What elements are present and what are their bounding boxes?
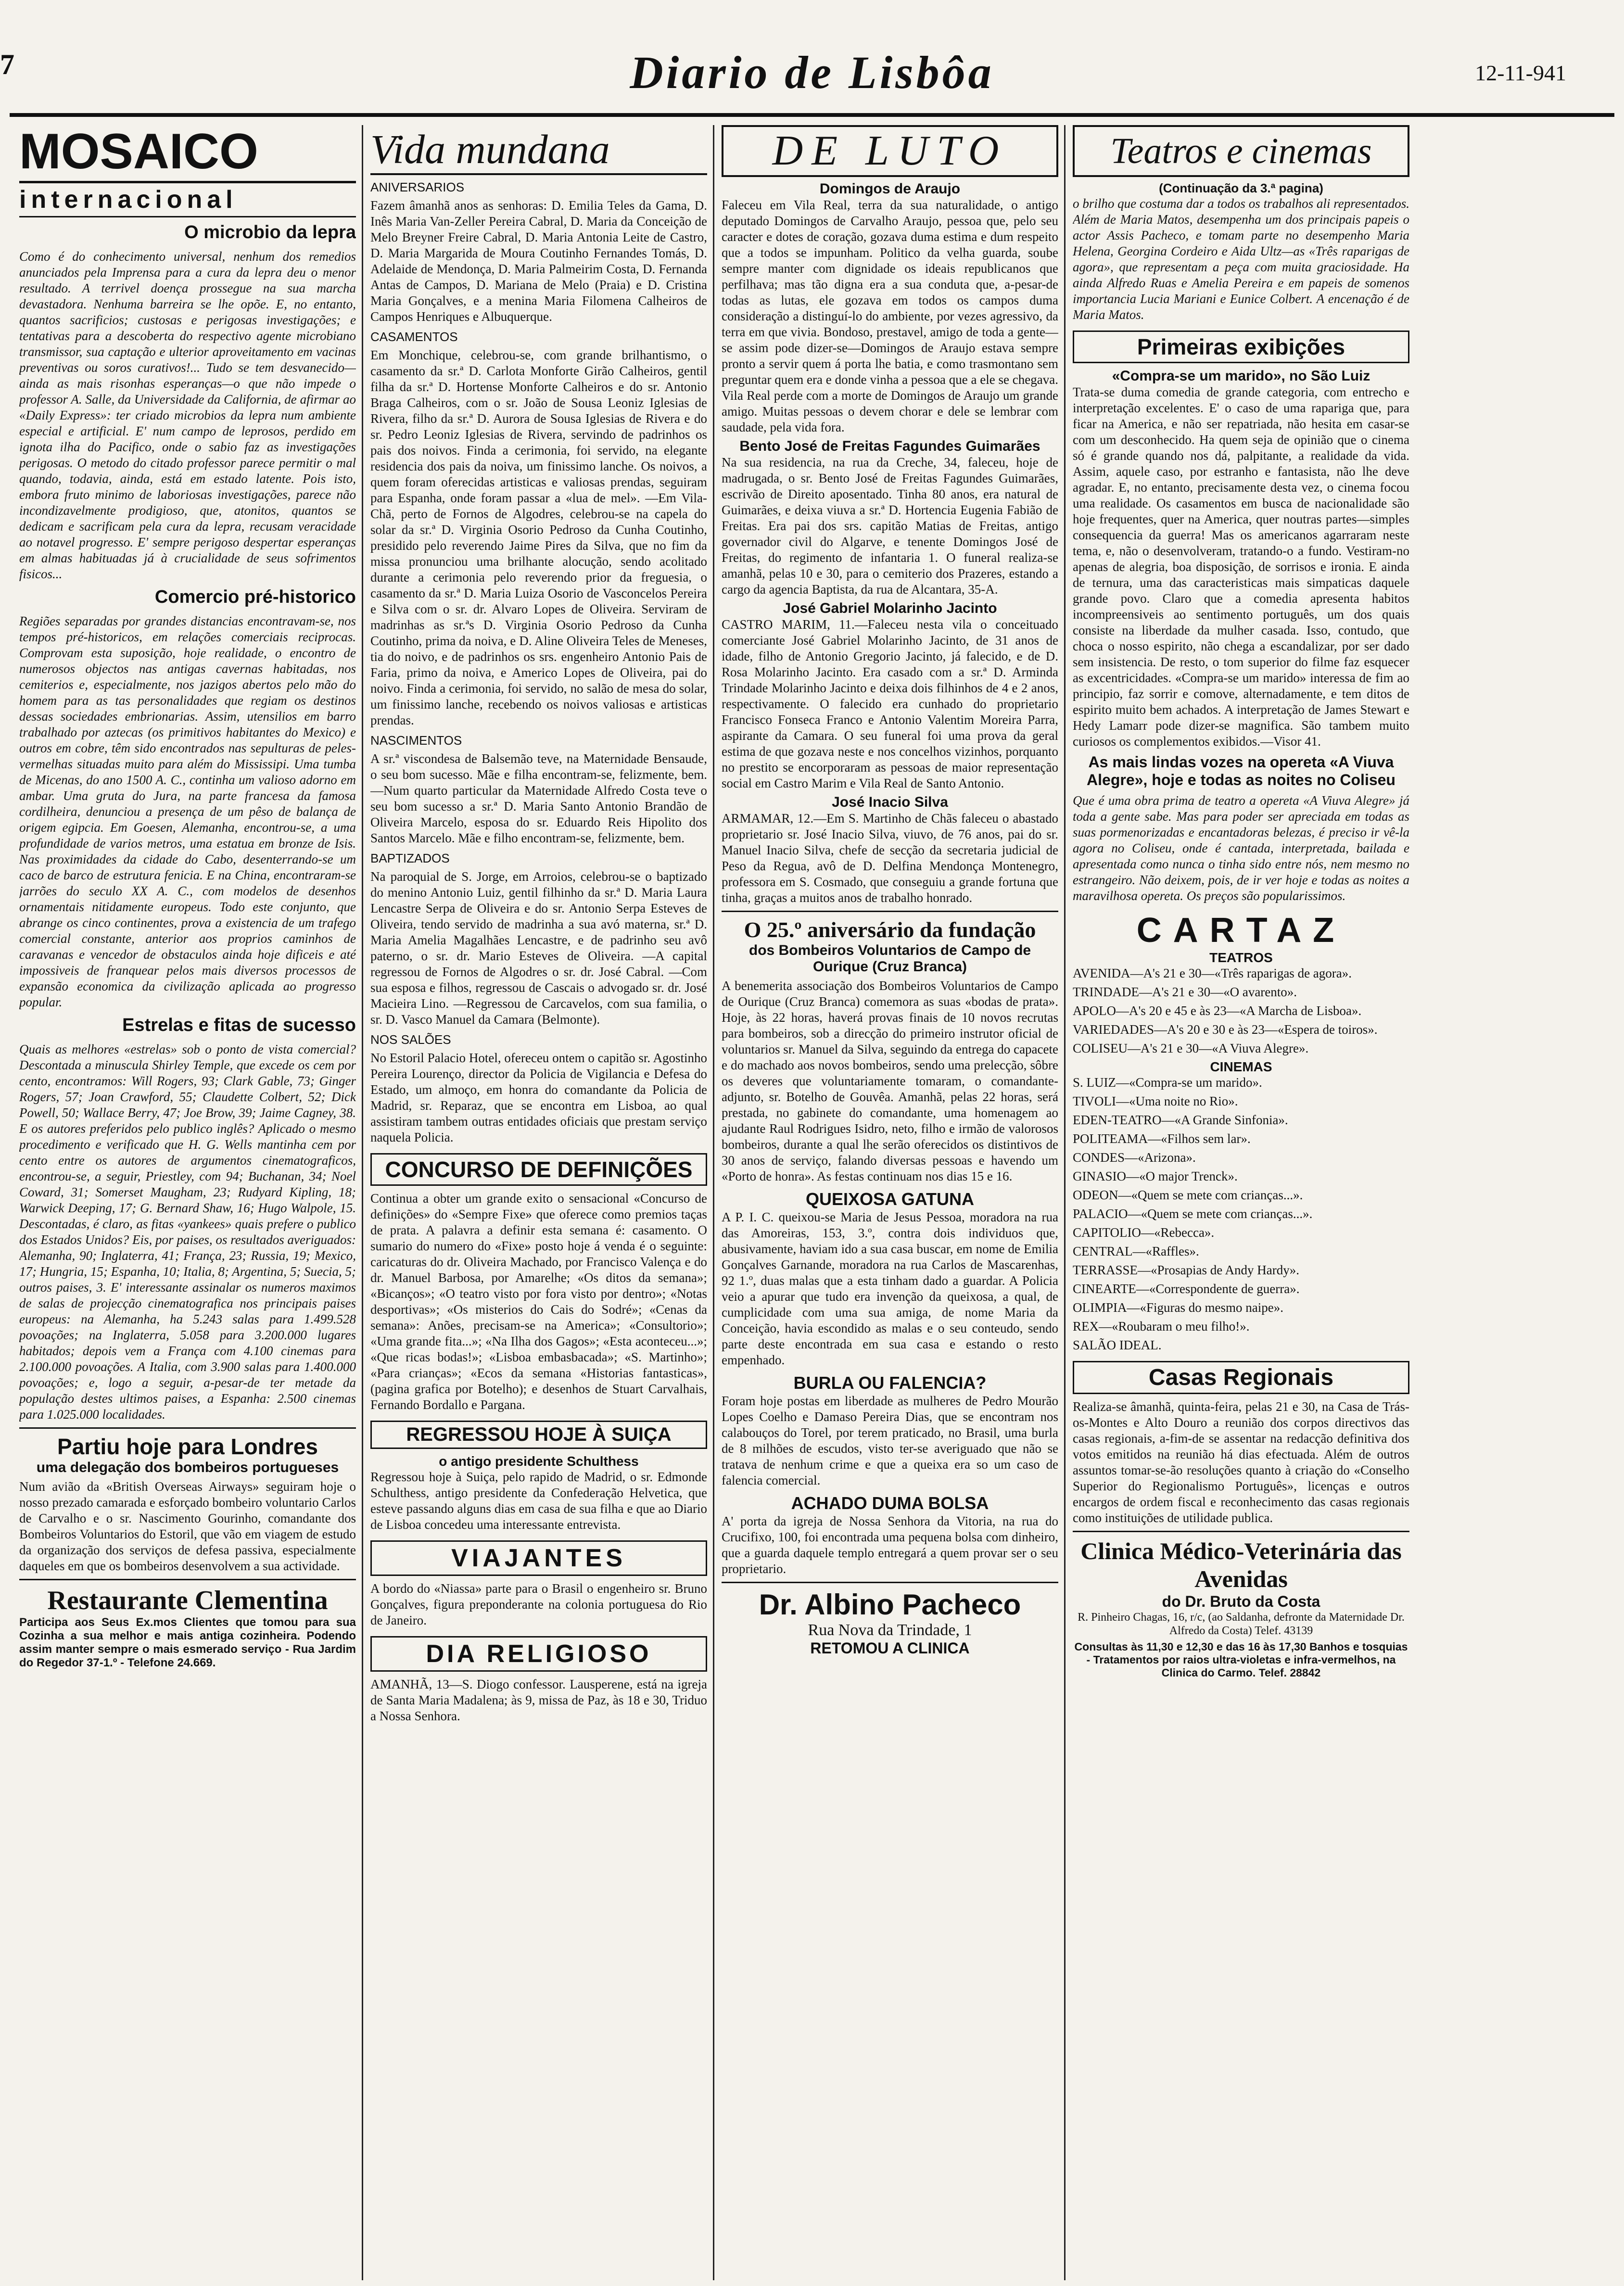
section-aniversarios: ANIVERSARIOS	[370, 180, 465, 194]
burla-title: BURLA OU FALENCIA?	[793, 1373, 987, 1393]
column-vida-mundana	[370, 125, 707, 1727]
column-divider	[1064, 125, 1066, 2280]
separator	[722, 911, 1058, 912]
article-head-lepra: O microbio da lepra	[184, 222, 356, 242]
vida-mundana-title: Vida mundana	[370, 125, 707, 175]
clinica-title: Clinica Médico-Veterinária das Avenidas	[1080, 1537, 1402, 1592]
burla-text: Foram hoje postas em liberdade as mulheres de Pedro Mourão Lopes Coelho e Damaso Pereira Dias, que se encontram nos calabouços do Torel, por terem praticado, no Brasil, uma burla de 8 milhões de escudos, visto ter-se averiguado que não se tratava de nenhum crime e que a queixa era so um caso de falencia comercial.	[722, 1394, 1058, 1487]
obituary-silva-text: ARMAMAR, 12.—Em S. Martinho de Chãs faleceu o abastado proprietario sr. José Inacio Silva, viuvo, de 76 anos, pai do sr. Manuel Inacio Silva, chefe de secção da secretaria judicial de Peso da Regua, avô de D. Delfina Mendonça Montenegro, professora em S. Cosmado, que conseguiu a grande fortuna que tinha, graças a muitos anos de trabalho honrado.	[722, 811, 1058, 905]
cinemas-list-item: CINEARTE—«Correspondente de guerra».	[1073, 1282, 1300, 1296]
newspaper-title: Diario de Lisbôa	[630, 47, 994, 98]
cinemas-list-item: OLIMPIA—«Figuras do mesmo naipe».	[1073, 1300, 1283, 1315]
viajantes-text: A bordo do «Niassa» parte para o Brasil o engenheiro sr. Bruno Gonçalves, figura preponderante na colonia portuguesa do Rio de Janeiro.	[370, 1581, 707, 1627]
section-casamentos: CASAMENTOS	[370, 330, 458, 344]
primeiras-exibicoes-text: Trata-se duma comedia de grande categoria, com entrecho e interpretação excelentes. E' o caso de uma rapariga que, para ficar na America, e não ser repatriada, não hesita em casar-se com um desconhecido. Ha quem seja de opinião que o cinema só é grande quando nos dá, palpitante, a realidade da vida. Assim, aquele caso, por estranho e fantasista, não lhe deve agradar. E, no entanto, precisamente desta vez, o cinema focou uma realidade. Os casamentos em busca de nacionalidade são hoje frequentes, quer na America, quer noutras partes—simples consequencia da guerra! Mas os americanos agarraram neste tema, e, não o desenvolveram, tratando-o a fundo. Vestiram-no apenas de alegria, boa disposição, de sorrisos e ironia. E ainda de ternura, uma das caracteristicas mais simpaticas daquele grande povo. Claro que a comedia apresenta habitos incompreensiveis ao sentimento português, um dos quais consiste na liberdade da mulher casada. Isso, contudo, que choca o nosso espirito, não chega a escandalizar, por ser dado sem insistencia. De resto, o tom superior do filme faz esquecer as excentricidades. «Compra-se um marido» interessa de fim ao principio, faz sorrir e comove, alternadamente, e tem ditos de espirito muito bem achados. A interpretação de James Stewart e Hedy Lamarr pode dizer-se magnifica. São tambem muito curiosos os complementos exibidos.—Visor 41.	[1073, 385, 1409, 749]
cinemas-list	[1073, 1075, 1409, 1353]
suica-subtitle: o antigo presidente Schulthess	[439, 1454, 639, 1469]
separator	[1073, 1531, 1409, 1532]
masthead	[0, 0, 1624, 120]
achado-text: A' porta da igreja de Nossa Senhora da Vitoria, na rua do Crucifixo, 100, foi encontrada uma pequena bolsa com dinheiro, que a guarda daquele templo entregará a quem provar ser o seu proprietario.	[722, 1514, 1058, 1576]
teatros-list-item: AVENIDA—A's 21 e 30—«Três raparigas de agora».	[1073, 966, 1352, 980]
column-de-luto	[722, 125, 1058, 1657]
section-nos-saloes: NOS SALÕES	[370, 1032, 451, 1047]
section-nascimentos: NASCIMENTOS	[370, 733, 462, 748]
cinemas-list-item: ODEON—«Quem se mete com crianças...».	[1073, 1188, 1303, 1202]
cinemas-list-item: GINASIO—«O major Trenck».	[1073, 1169, 1238, 1183]
viajantes-title: VIAJANTES	[370, 1540, 707, 1576]
suica-title: REGRESSOU HOJE À SUIÇA	[370, 1421, 707, 1449]
separator	[19, 1579, 356, 1580]
queixosa-title: QUEIXOSA GATUNA	[805, 1189, 974, 1209]
page-number: 7	[0, 49, 14, 80]
column-teatros	[1073, 125, 1409, 1682]
obituary-araujo-text: Faleceu em Vila Real, terra da sua naturalidade, o antigo deputado Domingos de Carvalho Araujo, pessoa que, pelo seu caracter e dotes de coração, gozava duma estima e dum respeito que a todos se impunham. Politico da velha guarda, soube sempre manter com dignidade os ideais republicanos que perfilhava; mas tão digna era a sua conduta que, a-pesar-de todas as lutas, ele gozava em todos os campos duma consideração a distinguí-lo do ambiente, por vezes agressivo, da terra em que vivia. Bondoso, prestavel, amigo de toda a gente—se assim pode dizer-se—Domingos de Araujo estava sempre pronto a servir quem á porta lhe batia, e como trasmontano sem preguntar quem era e donde vinha a pessoa que a ele se chegava. Vila Real perde com a morte de Domingos de Araujo um grande amigo. Muitas pessoas o devem chorar e dele se lembrar com saudade, pela vida fora.	[722, 198, 1058, 434]
queixosa-text: A P. I. C. queixou-se Maria de Jesus Pessoa, moradora na rua das Amoreiras, 153, 3.º, contra dois individuos que, abusivamente, haviam ido a sua casa buscar, em nome de Emilia Gonçalves Garnande, moradora na rua Carlos de Mascarenhas, 92 1.º, duas malas que a esta tinham dado a guardar. A Policia veio a apurar que tudo era invenção da queixosa, a qual, de cumplicidade com uma sua amiga, de nome Maria da Conceição, havia escondido as malas e o seu conteudo, sendo parte deste encontrada em sua casa e estando o resto empenhado.	[722, 1210, 1058, 1367]
ad-pacheco-title: Dr. Albino Pacheco	[759, 1588, 1021, 1621]
cinemas-label: CINEMAS	[1210, 1059, 1272, 1074]
cartaz-title: CARTAZ	[1136, 911, 1346, 950]
teatros-title: Teatros e cinemas	[1073, 125, 1409, 177]
clinica-address: R. Pinheiro Chagas, 16, r/c, (ao Saldanha, defronte da Maternidade Dr. Alfredo da Costa) Telef. 43139	[1078, 1611, 1405, 1637]
column-divider	[362, 125, 363, 2280]
nascimentos-text: A sr.ª viscondesa de Balsemão teve, na Maternidade Bensaude, o seu bom sucesso. Mãe e filha encontram-se, felizmente, bem. —Num quarto particular da Maternidade Alfredo Costa teve o seu bom sucesso a sr.ª D. Maria Santo Antonio Brandão de Oliveira Marcelo, esposa do sr. Eduardo Reis Hipolito dos Santos Marcelo. Mãe e filho encontram-se, felizmente, bem.	[370, 751, 707, 845]
bombeiros-title: O 25.º aniversário da fundação	[744, 917, 1036, 942]
viuva-alegre-text: Que é uma obra prima de teatro a opereta «A Viuva Alegre» já toda a gente sabe. Mas para poder ser apreciada em todas as suas pormenorizadas e encantadoras belezas, é preciso ir vê-la agora no Coliseu, onde é cantada, interpretada, bailada e apresentada como nunca o tinha sido entre nós, nem mesmo no estrangeiro. Não deixem, pois, de ir ver hoje e todas as noites a maravilhosa opereta. Os preços são popularissimos.	[1073, 793, 1409, 903]
separator	[19, 1427, 356, 1429]
nos-saloes-text: No Estoril Palacio Hotel, ofereceu ontem o capitão sr. Agostinho Pereira Lourenço, director da Policia de Vigilancia e Defesa do Estado, um almoço, em honra do comandante da Policia de Madrid, sr. Reparaz, que se encontra em Lisboa, ao qual assistiram tambem outras entidades oficiais que prestam serviço naquela Policia.	[370, 1051, 707, 1144]
suica-text: Regressou hoje à Suiça, pelo rapido de Madrid, o sr. Edmonde Schulthess, antigo presidente da Confederação Helvetica, que esteve passando alguns dias em casa de sua filha e que ao Diario de Lisboa concedeu uma interessante entrevista.	[370, 1470, 707, 1532]
article-comercio-text: Regiões separadas por grandes distancias encontravam-se, nos tempos pré-historicos, em relações comerciais reciprocas. Comprovam esta suposição, hoje realidade, o encontro de numerosos objectos nas antigas cavernas habitadas, nos cemiterios e, especialmente, nos jazigos abertos pelo mão do homem para as tas personalidades que regiam os destinos dessas sociedades embrionarias. Assim, utensilios em barro trabalhado por aztecas (os primitivos habitantes do Mexico) e outros em cobre, têm sido encontrados nas sepulturas de peles-vermelhas situadas muito para além do Mississipi. Uma tumba de Micenas, do ano 1500 A. C., continha um valioso adorno em ambar. Uma gruta do Jura, na parte francesa da famosa cordilheira, denunciou a presença de um pêso de balança de origem egipcia. Em Goesen, Alemanha, encontrou-se, a uma profundidade de varios metros, uma estatua em bronze de Isis. Nas proximidades da cidade do Cabo, desenterrando-se um caco de barco de estrutura fenicia. E na China, encontraram-se jarrões do seculo XX A. C., com modelos de desenhos ornamentais nitidamente europeus. Todo este conjunto, que abrange os cinco continentes, prova a existencia de um trafego comercial constante, anterior aos proprios caminhos de caravanas e vencedor de obstaculos ainda hoje dificeis e até impossiveis de franquear pelos mais diversos processos de expansão economica da civilização aplicada ao progresso popular.	[19, 614, 356, 1009]
dia-religioso-text: AMANHÃ, 13—S. Diogo confessor. Lausperene, está na igreja de Santa Maria Madalena; às 9, missa de Paz, às 18 e 30, Triduo a Nossa Senhora.	[370, 1677, 707, 1723]
article-head-comercio: Comercio pré-historico	[154, 587, 356, 607]
concurso-title: CONCURSO DE DEFINIÇÕES	[370, 1153, 707, 1186]
viuva-alegre-title: As mais lindas vozes na opereta «A Viuva Alegre», hoje e todas as noites no Coliseu	[1087, 753, 1396, 788]
obituary-guimaraes-text: Na sua residencia, na rua da Creche, 34, faleceu, hoje de madrugada, o sr. Bento José de Freitas Fagundes Guimarães, escrivão de Direito aposentado. Tinha 80 anos, era natural de Guimarães, e deixa viuva a sr.ª D. Hortencia Eugenia Fabião de Freitas. Era pai dos srs. capitão Matias de Freitas, antigo governador civil do Algarve, e tenente Domingos José de Freitas, do regimento de infantaria 1. O funeral realiza-se amanhã, pelas 10 e 30, para o cemiterio dos Prazeres, estando a cargo da agencia Baptista, da rua de Alcantara, 35-A.	[722, 455, 1058, 597]
article-head-estrelas: Estrelas e fitas de sucesso	[122, 1015, 356, 1035]
cinemas-list-item: S. LUIZ—«Compra-se um marido».	[1073, 1075, 1262, 1090]
teatros-intro-text: o brilho que costuma dar a todos os trabalhos ali representados. Além de Maria Matos, desempenha um dos principais papeis o actor Assis Pacheco, e tomam parte no desempenho Maria Helena, Georgina Cordeiro e Aida Ultz—as «Três raparigas de agora», que representam a peça com muita graciosidade. Ha ainda Alfredo Ruas e Amelia Pereira e em papeis de somenos importancia Lucia Mariani e Eunice Colbert. A encenação é de Maria Matos.	[1073, 196, 1409, 322]
primeiras-exibicoes-title: Primeiras exibições	[1073, 330, 1409, 363]
dia-religioso-title: DIA RELIGIOSO	[370, 1636, 707, 1672]
obituary-head-guimaraes: Bento José de Freitas Fagundes Guimarães	[739, 438, 1040, 454]
bombeiros-subtitle: dos Bombeiros Voluntarios de Campo de Ourique (Cruz Branca)	[749, 942, 1031, 975]
primeiras-exibicoes-sub: «Compra-se um marido», no São Luiz	[1112, 368, 1370, 384]
column-mosaico	[19, 125, 356, 1673]
cinemas-list-item: CONDES—«Arizona».	[1073, 1150, 1196, 1165]
ad-text-restaurante: Participa aos Seus Ex.mos Clientes que tomou para sua Cozinha a sua melhor e mais antiga cozinheira. Podendo assim manter sempre o mais esmerado serviço - Rua Jardim do Regedor 37-1.º - Telefone 24.669.	[19, 1616, 356, 1669]
teatros-list	[1073, 965, 1409, 1056]
casas-regionais-title: Casas Regionais	[1073, 1361, 1409, 1394]
cinemas-list-item: REX—«Roubaram o meu filho!».	[1073, 1319, 1250, 1334]
mosaico-subtitle: internacional	[19, 181, 356, 217]
teatros-list-item: APOLO—A's 20 e 45 e às 23—«A Marcha de Lisboa».	[1073, 1003, 1362, 1018]
separator	[722, 1582, 1058, 1583]
article-estrelas-text: Quais as melhores «estrelas» sob o ponto de vista comercial? Descontada a minuscula Shirley Temple, que excede os cem por cento, encontramos: Will Rogers, 93; Clark Gable, 73; Ginger Rogers, 57; Joan Crawford, 55; Claudette Colbert, 52; Dick Powell, 50; Wallace Berry, 47; Joe Brow, 39; Jaime Cagney, 38. E os autores preferidos pelo publico inglês? Aplicado o mesmo procedimento e verificado que H. G. Wells mantinha cem por cento entre os autores de argumentos cinematograficos, encontrou-se, a seguir, Priestley, com 94; Buchanan, 34; Noel Coward, 31; Somerset Maugham, 23; Rudyard Kipling, 18; Warwick Deeping, 17; G. Bernard Shaw, 16; Hugo Walpole, 15. Descontadas, é claro, as fitas «yankees» quais prefere o publico dos Estados Unidos? Eis, por paises, os resultados averiguados: Alemanha, 90; Inglaterra, 41; França, 23; Russia, 19; Mexico, 17; Hungria, 15; Espanha, 10; Italia, 8; Argentina, 5; Suecia, 5; outros paises, 3. E' interessante assinalar os numeros maximos de salas de projecção cinematografica nos principais paises europeus: na Alemanha, ha 5.243 salas para 1.499.528 povoações; na Inglaterra, 5.058 para 3.200.000 lugares habitados; depois vem a França com 4.100 cinemas para 2.100.000 povoações. A Italia, com 3.900 salas para 1.400.000 povoações; e, logo a seguir, a-pesar-de ter metade da população destes ultimos paises, a Espanha: 2.500 cinemas para 1.025.000 localidades.	[19, 1042, 356, 1422]
cinemas-list-item: EDEN-TEATRO—«A Grande Sinfonia».	[1073, 1113, 1288, 1127]
cinemas-list-item: CAPITOLIO—«Rebecca».	[1073, 1225, 1215, 1240]
article-sub-londres: uma delegação dos bombeiros portugueses	[36, 1460, 339, 1475]
obituary-jacinto-text: CASTRO MARIM, 11.—Faleceu nesta vila o conceituado comerciante José Gabriel Molarinho Jacinto, de 31 anos de idade, filho de Antonio Gregorio Jacinto, já falecido, e de D. Rosa Molarinho Jacinto. Era casado com a sr.ª D. Arminda Trindade Molarinho Jacinto e deixa dois filhinhos de 4 e 2 anos, respectivamente. O falecido era cunhado do proprietario Francisco Fonseca Franco e Antonio Valentim Moreira Parra, aspirante da Camara. O seu funeral foi uma prova da geral estima de que gozava neste e nos concelhos vizinhos, porquanto no prestito se encorporaram as pessoas de maior representação social em Castro Marim e Vila Real de Santo Antonio.	[722, 617, 1058, 790]
baptizados-text: Na paroquial de S. Jorge, em Arroios, celebrou-se o baptizado do menino Antonio Luiz, gentil filhinho da sr.ª D. Maria Laura Lencastre Serpa de Oliveira e do sr. Antonio Serpa Esteves de Oliveira, tendo servido de madrinha a sua avó materna, sr.ª D. Maria Amelia Magalhães Lencastre, e de padrinho seu avô paterno, o sr. dr. Mario Esteves de Oliveira. —A capital regressou de Fornos de Algodres o sr. dr. José Cabral. —Com sua esposa e filhos, regressou de Cascais o advogado sr. dr. José Macieira Lino. —Regressou de Carcavelos, com sua familia, o sr. D. Vasco Manuel da Camara (Belmonte).	[370, 869, 707, 1027]
bombeiros-text: A benemerita associação dos Bombeiros Voluntarios de Campo de Ourique (Cruz Branca) comemora as suas «bodas de prata». Hoje, às 22 horas, haverá provas finais de 10 novos recrutas para bombeiros, sob a direcção do primeiro instrutor oficial de voluntarios sr. Manuel da Silva, seguindo da entrega do capacete e do machado aos novos bombeiros, sendo uma prelecção, sôbre os deveres que voluntariamente tomaram, o comandante-adjunto, sr. Botelho de Gouvêa. Amanhã, pelas 22 horas, será prestada, no gabinete do comandante, uma homenagem ao ajudante Raul Rodrigues Isidro, neto, filho e irmão de valorosos bombeiros, durante a qual lhe serão oferecidos os distintivos de 30 anos de serviço, falando diversas pessoas e havendo um «Porto de honra». As festas continuam nos dias 15 e 16.	[722, 978, 1058, 1183]
cinemas-list-item: TIVOLI—«Uma noite no Rio».	[1073, 1094, 1238, 1108]
ad-pacheco-address: Rua Nova da Trindade, 1	[808, 1621, 972, 1639]
article-londres-text: Num avião da «British Overseas Airways» seguiram hoje o nosso prezado camarada e esforçado bombeiro voluntario Carlos de Carvalho e o sr. Nascimento Gourinho, comandante dos Bombeiros Voluntarios do Estoril, que vão em viagem de estudo da organização dos serviços de defesa passiva, especialmente daqueles em que os bombeiros desenvolvem a sua actividade.	[19, 1479, 356, 1573]
de-luto-title: DE LUTO	[722, 125, 1058, 177]
cinemas-list-item: TERRASSE—«Prosapias de Andy Hardy».	[1073, 1263, 1299, 1277]
clinica-text: Consultas às 11,30 e 12,30 e das 16 às 17,30 Banhos e tosquias - Tratamentos por raios ultra-violetas e infra-vermelhos, na Clinica do Carmo. Telef. 28842	[1074, 1640, 1408, 1679]
achado-title: ACHADO DUMA BOLSA	[791, 1493, 989, 1513]
ad-pacheco-note: RETOMOU A CLINICA	[810, 1639, 970, 1657]
concurso-text: Continua a obter um grande exito o sensacional «Concurso de definições» do «Sempre Fixe» que oferece como premios taças de prata. A palavra a definir esta semana é: casamento. O sumario do numero do «Fixe» posto hoje á venda é o seguinte: caricaturas do dr. Oliveira Machado, por Francisco Valença e do dr. Manuel Barbosa, por Amarelhe; «Os ditos da semana»; «Bicanços»; «O teatro visto por fora visto por dentro»; «Notas desportivas»; «Os misterios do Cais do Sodré»; «Cenas da semana»: Anões, precisam-se na America»; «Consultorio»; «Uma grande fita...»; «Na Ilha dos Gagos»; «Esta aconteceu...»; «Que ricas bodas!»; «Lisboa embasbacada»; «S. Martinho»; «Para crianças»; «Ecos da semana «Historias fantasticas», (pagina grafica por Botelho); e desenhos de Stuart Carvalhais, Fernando Bordallo e Pargana.	[370, 1191, 707, 1412]
cinemas-list-item: CENTRAL—«Raffles».	[1073, 1244, 1199, 1258]
clinica-doctor: do Dr. Bruto da Costa	[1162, 1593, 1320, 1610]
casamentos-text: Em Monchique, celebrou-se, com grande brilhantismo, o casamento da sr.ª D. Carlota Monforte Girão Calheiros, gentil filha da sr.ª D. Hortense Monforte Calheiros e do sr. Antonio Braga Calheiros, com o sr. João de Sousa Leoniz Iglesias de Rivera, filho da sr.ª D. Aurora de Sousa Iglesias de Rivera e do sr. Pedro Leoniz Iglesias de Rivera, servindo de padrinhos os pais dos noivos. Finda a cerimonia, foi servido, na elegante residencia dos pais da noiva, um finissimo lanche. Os noivos, a quem foram oferecidas artisticas e valiosas prendas, seguiram para Espanha, onde foram passar a «lua de mel». —Em Vila-Chã, perto de Fornos de Algodres, celebrou-se na capela do solar da sr.ª D. Virginia Osorio Pedroso da Cunha Coutinho, presidido pelo reverendo Jaime Pires da Silva, que no fim da missa pronunciou uma brilhante alocução, sendo acolitado durante a cerimonia pelo reverendo prior da freguesia, o casamento da sr.ª D. Maria Luiza Osorio de Vasconcelos Pereira e Silva com o sr. dr. Alvaro Lopes de Oliveira. Serviram de madrinhas as sr.ªs D. Virginia Osorio Pedroso da Cunha Coutinho, prima da noiva, e D. Aline Oliveira Teles de Meneses, tia do noivo, e de padrinhos os srs. engenheiro Antonio Pais de Faria, primo da noiva, e Americo Lopes de Oliveira, pai do noivo. Finda a cerimonia, foi servido, no salão de mesa do solar, um finissimo lanche, recebendo os noivos valiosas e artisticas prendas.	[370, 348, 707, 727]
aniversarios-text: Fazem âmanhã anos as senhoras: D. Emilia Teles da Gama, D. Inês Maria Van-Zeller Pereira Cabral, D. Maria da Conceição de Melo Breyner Freire Cabral, D. Maria Antonia Leite de Castro, D. Maria Margarida de Moura Coutinho Fernandes Tomás, D. Adelaide de Mendonça, D. Maria Palmeirim Costa, D. Fernanda Antas de Campos, D. Mariana de Melo (Praia) e D. Cristina Maria Gonçalves, e a menina Maria Filomena Calheiros de Campos Henriques e Albuquerque.	[370, 198, 707, 324]
mosaico-title: MOSAICO	[19, 125, 258, 179]
ad-title-restaurante: Restaurante Clementina	[47, 1586, 328, 1615]
masthead-rule	[10, 113, 1614, 117]
teatros-list-item: VARIEDADES—A's 20 e 30 e às 23—«Espera de toiros».	[1073, 1022, 1378, 1037]
column-divider	[713, 125, 714, 2280]
obituary-head-araujo: Domingos de Araujo	[819, 181, 961, 197]
teatros-label: TEATROS	[1209, 950, 1273, 965]
cinemas-list-item: POLITEAMA—«Filhos sem lar».	[1073, 1131, 1251, 1146]
casas-regionais-text: Realiza-se âmanhã, quinta-feira, pelas 21 e 30, na Casa de Trás-os-Montes e Alto Douro a reunião dos corpos directivos das casas regionais, a-fim-de se assentar na redacção definitiva dos votos emitidos na reunião há dias efectuada. Além de outros assuntos tomar-se-ão resoluções quanto à criação do «Conselho Superior do Regionalismo Português», licenças e outros encargos de ordem fiscal e reconhecimento das casas regionais como instituições de utilidade publica.	[1073, 1399, 1409, 1525]
teatros-list-item: COLISEU—A's 21 e 30—«A Viuva Alegre».	[1073, 1041, 1309, 1055]
article-head-londres: Partiu hoje para Londres	[57, 1434, 318, 1459]
cinemas-list-item: SALÃO IDEAL.	[1073, 1338, 1162, 1352]
teatros-continuation: (Continuação da 3.ª pagina)	[1159, 181, 1323, 195]
obituary-head-silva: José Inacio Silva	[832, 794, 948, 810]
obituary-head-jacinto: José Gabriel Molarinho Jacinto	[783, 600, 997, 616]
article-lepra-text: Como é do conhecimento universal, nenhum dos remedios anunciados pela Imprensa para a cura da lepra deu o menor resultado. A terrivel doença prossegue na sua marcha devastadora. Nenhuma barreira se lhe opõe. E, no entanto, quantos sacrificios; custosas e perigosas investigações; e tentativas para a descoberta do respectivo agente microbiano transmissor, sua captação e ulterior aproveitamento em vacinas preventivas ou soros curativos!... Tudo se tem desvanecido—ainda as mais risonhas esperanças—o que não impede o professor A. Salle, da Universidade da California, de afirmar ao «Daily Express»: ter criado microbios da lepra num ambiente especial e artificial. E' num campo de leprosos, perdido em ignota ilha do Pacifico, onde o sabio faz as investigações perigosas. O metodo do citado professor parece permitir o mal quando, todavia, ainda, está em estado latente. Pois isto, embora fruto minimo de laboriosas investigações, parece não incondizavelmente prodigioso, que, atonitos, quantos se dedicam e sacrificam pela cura da lepra, recusam veracidade ao notavel progresso. E' sempre perigoso despertar esperanças em almas habituadas já à crucialidade de seus sofrimentos fisicos...	[19, 249, 356, 581]
teatros-list-item: TRINDADE—A's 21 e 30—«O avarento».	[1073, 985, 1297, 999]
issue-date: 12-11-941	[1475, 61, 1566, 85]
section-baptizados: BAPTIZADOS	[370, 851, 450, 865]
cinemas-list-item: PALACIO—«Quem se mete com crianças...».	[1073, 1206, 1313, 1221]
